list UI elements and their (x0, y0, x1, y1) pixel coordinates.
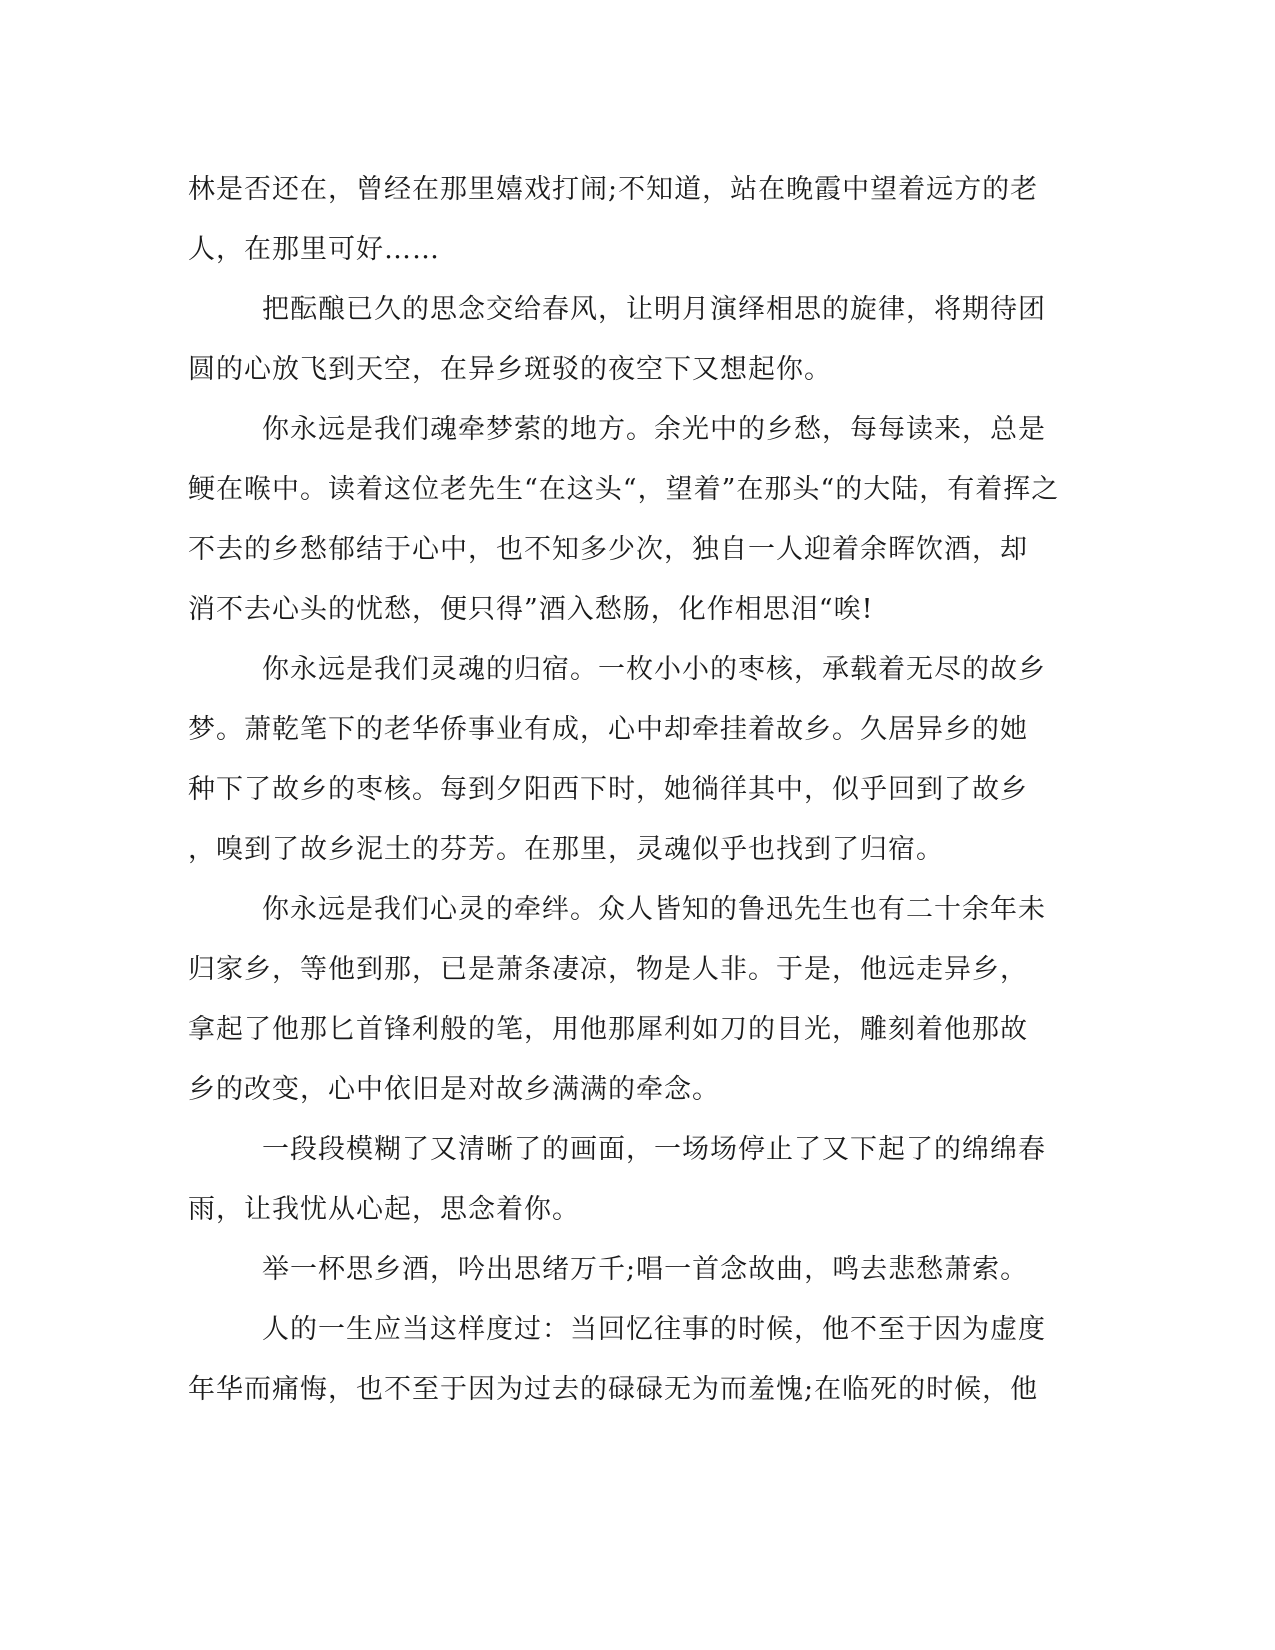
text-line: 鲠在喉中。读着这位老先生“在这头“，望着”在那头“的大陆，有着挥之 (188, 474, 1060, 505)
text-line: 人，在那里可好…… (188, 234, 440, 265)
document-body (188, 160, 1088, 1420)
text-line: 拿起了他那匕首锋利般的笔，用他那犀利如刀的目光，雕刻着他那故 (188, 1014, 1028, 1045)
paragraph-start-line: 人的一生应当这样度过：当回忆往事的时候，他不至于因为虚度 (262, 1314, 1046, 1345)
paragraph-start-line: 你永远是我们心灵的牵绊。众人皆知的鲁迅先生也有二十余年未 (262, 894, 1046, 925)
text-line: 圆的心放飞到天空，在异乡斑驳的夜空下又想起你。 (188, 354, 832, 385)
text-line: 雨，让我忧从心起，思念着你。 (188, 1194, 580, 1225)
text-line: 种下了故乡的枣核。每到夕阳西下时，她徜徉其中，似乎回到了故乡 (188, 774, 1028, 805)
text-line: 年华而痛悔，也不至于因为过去的碌碌无为而羞愧;在临死的时候，他 (188, 1374, 1039, 1405)
text-line: ，嗅到了故乡泥土的芬芳。在那里，灵魂似乎也找到了归宿。 (188, 834, 944, 865)
text-line: 不去的乡愁郁结于心中，也不知多少次，独自一人迎着余晖饮酒，却 (188, 534, 1028, 565)
text-line: 梦。萧乾笔下的老华侨事业有成，心中却牵挂着故乡。久居异乡的她 (188, 714, 1028, 745)
text-line: 归家乡，等他到那，已是萧条凄凉，物是人非。于是，他远走异乡， (188, 954, 1028, 985)
text-line: 消不去心头的忧愁，便只得”酒入愁肠，化作相思泪“唉! (188, 594, 874, 625)
text-line: 乡的改变，心中依旧是对故乡满满的牵念。 (188, 1074, 720, 1105)
paragraph-start-line: 一段段模糊了又清晰了的画面，一场场停止了又下起了的绵绵春 (262, 1134, 1046, 1165)
text-line: 林是否还在，曾经在那里嬉戏打闹;不知道，站在晚霞中望着远方的老 (188, 174, 1039, 205)
paragraph-start-line: 把酝酿已久的思念交给春风，让明月演绎相思的旋律，将期待团 (262, 294, 1046, 325)
paragraph-start-line: 你永远是我们魂牵梦萦的地方。余光中的乡愁，每每读来，总是 (262, 414, 1046, 445)
paragraph-start-line: 你永远是我们灵魂的归宿。一枚小小的枣核，承载着无尽的故乡 (262, 654, 1046, 685)
paragraph-start-line: 举一杯思乡酒，吟出思绪万千;唱一首念故曲，鸣去悲愁萧索。 (262, 1254, 1029, 1285)
